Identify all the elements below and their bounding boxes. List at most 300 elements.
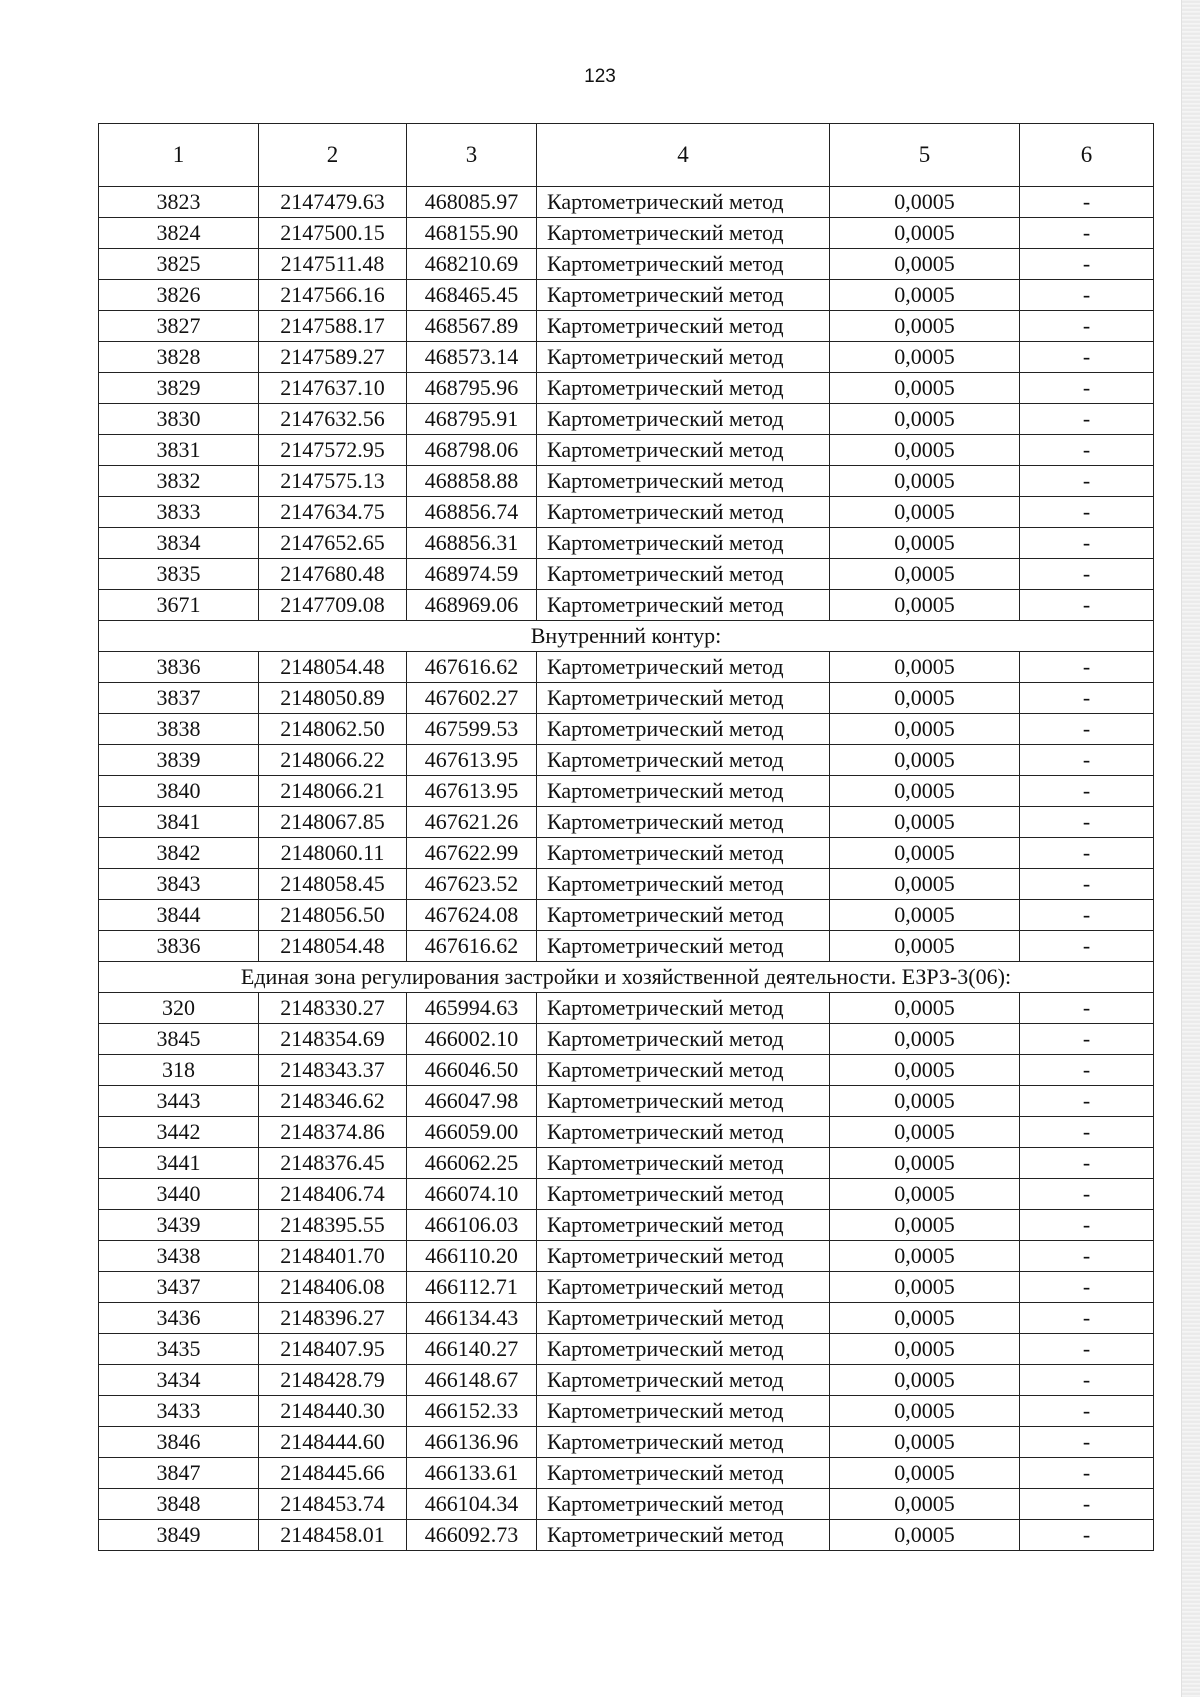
cell-col-3: 466059.00 xyxy=(407,1117,537,1148)
coordinates-table xyxy=(98,123,1154,1551)
cell-col-2: 2148330.27 xyxy=(259,993,407,1024)
cell-col-4: Картометрический метод xyxy=(537,1148,830,1179)
cell-col-1: 3443 xyxy=(99,1086,259,1117)
table-row xyxy=(99,714,1154,745)
table-row xyxy=(99,838,1154,869)
cell-col-6: - xyxy=(1020,1427,1154,1458)
cell-col-4: Картометрический метод xyxy=(537,187,830,218)
cell-col-2: 2148401.70 xyxy=(259,1241,407,1272)
cell-col-1: 3845 xyxy=(99,1024,259,1055)
table-row xyxy=(99,1520,1154,1551)
cell-col-5: 0,0005 xyxy=(830,1334,1020,1365)
table-row xyxy=(99,1241,1154,1272)
cell-col-5: 0,0005 xyxy=(830,373,1020,404)
cell-col-6: - xyxy=(1020,683,1154,714)
cell-col-2: 2147637.10 xyxy=(259,373,407,404)
cell-col-6: - xyxy=(1020,745,1154,776)
cell-col-5: 0,0005 xyxy=(830,1117,1020,1148)
table-row xyxy=(99,1179,1154,1210)
cell-col-6: - xyxy=(1020,1303,1154,1334)
cell-col-3: 466136.96 xyxy=(407,1427,537,1458)
cell-col-6: - xyxy=(1020,497,1154,528)
cell-col-5: 0,0005 xyxy=(830,1241,1020,1272)
cell-col-4: Картометрический метод xyxy=(537,280,830,311)
section-row xyxy=(99,962,1154,993)
cell-col-2: 2147652.65 xyxy=(259,528,407,559)
cell-col-1: 3843 xyxy=(99,869,259,900)
section-title: Внутренний контур: xyxy=(99,621,1154,652)
header-col-3: 3 xyxy=(407,124,537,187)
cell-col-4: Картометрический метод xyxy=(537,900,830,931)
cell-col-1: 3839 xyxy=(99,745,259,776)
cell-col-2: 2148067.85 xyxy=(259,807,407,838)
cell-col-3: 466106.03 xyxy=(407,1210,537,1241)
table-row xyxy=(99,1055,1154,1086)
cell-col-3: 467613.95 xyxy=(407,776,537,807)
cell-col-3: 466047.98 xyxy=(407,1086,537,1117)
cell-col-4: Картометрический метод xyxy=(537,683,830,714)
cell-col-4: Картометрический метод xyxy=(537,1024,830,1055)
cell-col-5: 0,0005 xyxy=(830,311,1020,342)
cell-col-2: 2148060.11 xyxy=(259,838,407,869)
cell-col-6: - xyxy=(1020,1365,1154,1396)
cell-col-2: 2148428.79 xyxy=(259,1365,407,1396)
cell-col-1: 3829 xyxy=(99,373,259,404)
cell-col-2: 2148066.21 xyxy=(259,776,407,807)
cell-col-6: - xyxy=(1020,373,1154,404)
cell-col-4: Картометрический метод xyxy=(537,497,830,528)
cell-col-6: - xyxy=(1020,1086,1154,1117)
section-title: Единая зона регулирования застройки и хозяйственной деятельности. ЕЗРЗ-3(06): xyxy=(99,962,1154,993)
cell-col-5: 0,0005 xyxy=(830,838,1020,869)
cell-col-4: Картометрический метод xyxy=(537,559,830,590)
cell-col-6: - xyxy=(1020,807,1154,838)
table-row xyxy=(99,683,1154,714)
cell-col-1: 3442 xyxy=(99,1117,259,1148)
cell-col-1: 3840 xyxy=(99,776,259,807)
cell-col-1: 3435 xyxy=(99,1334,259,1365)
cell-col-1: 3439 xyxy=(99,1210,259,1241)
cell-col-5: 0,0005 xyxy=(830,807,1020,838)
cell-col-5: 0,0005 xyxy=(830,1210,1020,1241)
cell-col-2: 2147572.95 xyxy=(259,435,407,466)
cell-col-4: Картометрический метод xyxy=(537,1489,830,1520)
cell-col-5: 0,0005 xyxy=(830,714,1020,745)
cell-col-5: 0,0005 xyxy=(830,931,1020,962)
table-row xyxy=(99,776,1154,807)
cell-col-5: 0,0005 xyxy=(830,342,1020,373)
cell-col-2: 2148395.55 xyxy=(259,1210,407,1241)
cell-col-5: 0,0005 xyxy=(830,404,1020,435)
cell-col-2: 2147479.63 xyxy=(259,187,407,218)
table-row xyxy=(99,1086,1154,1117)
cell-col-2: 2147709.08 xyxy=(259,590,407,621)
cell-col-6: - xyxy=(1020,280,1154,311)
cell-col-5: 0,0005 xyxy=(830,1427,1020,1458)
cell-col-1: 3835 xyxy=(99,559,259,590)
cell-col-5: 0,0005 xyxy=(830,652,1020,683)
cell-col-4: Картометрический метод xyxy=(537,404,830,435)
cell-col-1: 3833 xyxy=(99,497,259,528)
cell-col-4: Картометрический метод xyxy=(537,590,830,621)
cell-col-1: 3433 xyxy=(99,1396,259,1427)
header-col-6: 6 xyxy=(1020,124,1154,187)
cell-col-2: 2148054.48 xyxy=(259,652,407,683)
table-row xyxy=(99,869,1154,900)
cell-col-4: Картометрический метод xyxy=(537,714,830,745)
cell-col-5: 0,0005 xyxy=(830,1520,1020,1551)
cell-col-3: 466140.27 xyxy=(407,1334,537,1365)
table-row xyxy=(99,1148,1154,1179)
cell-col-3: 468856.31 xyxy=(407,528,537,559)
table-row xyxy=(99,590,1154,621)
cell-col-5: 0,0005 xyxy=(830,1148,1020,1179)
table-row xyxy=(99,1396,1154,1427)
cell-col-6: - xyxy=(1020,1241,1154,1272)
cell-col-4: Картометрический метод xyxy=(537,1272,830,1303)
cell-col-6: - xyxy=(1020,1489,1154,1520)
cell-col-3: 468795.91 xyxy=(407,404,537,435)
cell-col-2: 2148440.30 xyxy=(259,1396,407,1427)
cell-col-5: 0,0005 xyxy=(830,900,1020,931)
table-row xyxy=(99,1272,1154,1303)
cell-col-5: 0,0005 xyxy=(830,1086,1020,1117)
cell-col-6: - xyxy=(1020,931,1154,962)
cell-col-5: 0,0005 xyxy=(830,187,1020,218)
table-row xyxy=(99,1458,1154,1489)
cell-col-6: - xyxy=(1020,404,1154,435)
cell-col-2: 2148444.60 xyxy=(259,1427,407,1458)
cell-col-4: Картометрический метод xyxy=(537,1365,830,1396)
cell-col-2: 2148445.66 xyxy=(259,1458,407,1489)
cell-col-4: Картометрический метод xyxy=(537,373,830,404)
cell-col-5: 0,0005 xyxy=(830,1489,1020,1520)
cell-col-3: 468969.06 xyxy=(407,590,537,621)
cell-col-6: - xyxy=(1020,1396,1154,1427)
cell-col-2: 2147511.48 xyxy=(259,249,407,280)
cell-col-5: 0,0005 xyxy=(830,1365,1020,1396)
page-number: 123 xyxy=(584,66,616,87)
cell-col-1: 3847 xyxy=(99,1458,259,1489)
cell-col-2: 2147632.56 xyxy=(259,404,407,435)
cell-col-1: 3836 xyxy=(99,652,259,683)
cell-col-4: Картометрический метод xyxy=(537,1241,830,1272)
cell-col-5: 0,0005 xyxy=(830,559,1020,590)
cell-col-3: 467602.27 xyxy=(407,683,537,714)
table-row xyxy=(99,1365,1154,1396)
cell-col-2: 2148406.74 xyxy=(259,1179,407,1210)
cell-col-1: 3441 xyxy=(99,1148,259,1179)
cell-col-3: 466062.25 xyxy=(407,1148,537,1179)
cell-col-4: Картометрический метод xyxy=(537,993,830,1024)
cell-col-2: 2148453.74 xyxy=(259,1489,407,1520)
scan-edge xyxy=(1181,0,1200,1697)
cell-col-1: 3823 xyxy=(99,187,259,218)
cell-col-1: 3827 xyxy=(99,311,259,342)
cell-col-3: 466002.10 xyxy=(407,1024,537,1055)
cell-col-2: 2147500.15 xyxy=(259,218,407,249)
table-row xyxy=(99,311,1154,342)
table-row xyxy=(99,931,1154,962)
cell-col-3: 468974.59 xyxy=(407,559,537,590)
cell-col-2: 2148407.95 xyxy=(259,1334,407,1365)
cell-col-3: 466133.61 xyxy=(407,1458,537,1489)
cell-col-1: 3825 xyxy=(99,249,259,280)
cell-col-4: Картометрический метод xyxy=(537,1179,830,1210)
cell-col-4: Картометрический метод xyxy=(537,1086,830,1117)
cell-col-4: Картометрический метод xyxy=(537,1210,830,1241)
table-row xyxy=(99,1427,1154,1458)
cell-col-4: Картометрический метод xyxy=(537,218,830,249)
cell-col-4: Картометрический метод xyxy=(537,466,830,497)
cell-col-5: 0,0005 xyxy=(830,280,1020,311)
cell-col-6: - xyxy=(1020,838,1154,869)
table-row xyxy=(99,1334,1154,1365)
table-row xyxy=(99,1303,1154,1334)
cell-col-4: Картометрический метод xyxy=(537,249,830,280)
cell-col-2: 2148346.62 xyxy=(259,1086,407,1117)
cell-col-6: - xyxy=(1020,1117,1154,1148)
cell-col-1: 3437 xyxy=(99,1272,259,1303)
cell-col-5: 0,0005 xyxy=(830,683,1020,714)
cell-col-4: Картометрический метод xyxy=(537,1117,830,1148)
cell-col-4: Картометрический метод xyxy=(537,528,830,559)
cell-col-6: - xyxy=(1020,590,1154,621)
cell-col-4: Картометрический метод xyxy=(537,869,830,900)
cell-col-3: 466074.10 xyxy=(407,1179,537,1210)
table-row xyxy=(99,807,1154,838)
cell-col-1: 3830 xyxy=(99,404,259,435)
cell-col-1: 3436 xyxy=(99,1303,259,1334)
cell-col-1: 3440 xyxy=(99,1179,259,1210)
cell-col-4: Картометрический метод xyxy=(537,435,830,466)
cell-col-1: 3438 xyxy=(99,1241,259,1272)
cell-col-2: 2147566.16 xyxy=(259,280,407,311)
cell-col-5: 0,0005 xyxy=(830,1272,1020,1303)
cell-col-2: 2148406.08 xyxy=(259,1272,407,1303)
cell-col-2: 2148062.50 xyxy=(259,714,407,745)
cell-col-4: Картометрический метод xyxy=(537,311,830,342)
cell-col-6: - xyxy=(1020,466,1154,497)
cell-col-3: 468856.74 xyxy=(407,497,537,528)
cell-col-1: 3824 xyxy=(99,218,259,249)
cell-col-2: 2148376.45 xyxy=(259,1148,407,1179)
cell-col-3: 467613.95 xyxy=(407,745,537,776)
header-col-2: 2 xyxy=(259,124,407,187)
cell-col-3: 466046.50 xyxy=(407,1055,537,1086)
cell-col-2: 2147680.48 xyxy=(259,559,407,590)
cell-col-1: 3846 xyxy=(99,1427,259,1458)
cell-col-1: 3848 xyxy=(99,1489,259,1520)
cell-col-3: 466110.20 xyxy=(407,1241,537,1272)
table-row xyxy=(99,280,1154,311)
cell-col-1: 3849 xyxy=(99,1520,259,1551)
cell-col-2: 2147575.13 xyxy=(259,466,407,497)
cell-col-6: - xyxy=(1020,869,1154,900)
cell-col-2: 2148396.27 xyxy=(259,1303,407,1334)
cell-col-2: 2147588.17 xyxy=(259,311,407,342)
cell-col-3: 467621.26 xyxy=(407,807,537,838)
cell-col-3: 466104.34 xyxy=(407,1489,537,1520)
cell-col-5: 0,0005 xyxy=(830,435,1020,466)
cell-col-3: 467599.53 xyxy=(407,714,537,745)
cell-col-2: 2148354.69 xyxy=(259,1024,407,1055)
table-body xyxy=(99,187,1154,1551)
cell-col-2: 2148066.22 xyxy=(259,745,407,776)
cell-col-1: 3841 xyxy=(99,807,259,838)
cell-col-4: Картометрический метод xyxy=(537,1427,830,1458)
cell-col-1: 320 xyxy=(99,993,259,1024)
cell-col-3: 468798.06 xyxy=(407,435,537,466)
cell-col-6: - xyxy=(1020,249,1154,280)
table-row xyxy=(99,528,1154,559)
cell-col-6: - xyxy=(1020,1334,1154,1365)
cell-col-3: 468155.90 xyxy=(407,218,537,249)
cell-col-1: 3836 xyxy=(99,931,259,962)
cell-col-2: 2148458.01 xyxy=(259,1520,407,1551)
cell-col-4: Картометрический метод xyxy=(537,838,830,869)
cell-col-3: 467622.99 xyxy=(407,838,537,869)
cell-col-6: - xyxy=(1020,1055,1154,1086)
cell-col-2: 2148374.86 xyxy=(259,1117,407,1148)
cell-col-5: 0,0005 xyxy=(830,993,1020,1024)
cell-col-6: - xyxy=(1020,342,1154,373)
cell-col-3: 468573.14 xyxy=(407,342,537,373)
cell-col-6: - xyxy=(1020,714,1154,745)
cell-col-4: Картометрический метод xyxy=(537,652,830,683)
cell-col-6: - xyxy=(1020,1210,1154,1241)
cell-col-6: - xyxy=(1020,652,1154,683)
cell-col-1: 3826 xyxy=(99,280,259,311)
cell-col-5: 0,0005 xyxy=(830,590,1020,621)
cell-col-6: - xyxy=(1020,1179,1154,1210)
cell-col-3: 466092.73 xyxy=(407,1520,537,1551)
cell-col-2: 2148050.89 xyxy=(259,683,407,714)
cell-col-3: 467616.62 xyxy=(407,652,537,683)
cell-col-3: 468567.89 xyxy=(407,311,537,342)
table-row xyxy=(99,900,1154,931)
cell-col-1: 318 xyxy=(99,1055,259,1086)
cell-col-6: - xyxy=(1020,528,1154,559)
table-row xyxy=(99,373,1154,404)
table-row xyxy=(99,187,1154,218)
cell-col-5: 0,0005 xyxy=(830,466,1020,497)
cell-col-1: 3832 xyxy=(99,466,259,497)
cell-col-6: - xyxy=(1020,1024,1154,1055)
cell-col-5: 0,0005 xyxy=(830,497,1020,528)
cell-col-3: 466152.33 xyxy=(407,1396,537,1427)
cell-col-1: 3834 xyxy=(99,528,259,559)
table-row xyxy=(99,1489,1154,1520)
cell-col-6: - xyxy=(1020,993,1154,1024)
cell-col-1: 3837 xyxy=(99,683,259,714)
cell-col-1: 3842 xyxy=(99,838,259,869)
cell-col-1: 3828 xyxy=(99,342,259,373)
cell-col-5: 0,0005 xyxy=(830,1179,1020,1210)
cell-col-2: 2148343.37 xyxy=(259,1055,407,1086)
cell-col-1: 3671 xyxy=(99,590,259,621)
cell-col-4: Картометрический метод xyxy=(537,1520,830,1551)
cell-col-3: 467623.52 xyxy=(407,869,537,900)
cell-col-4: Картометрический метод xyxy=(537,1458,830,1489)
cell-col-3: 468465.45 xyxy=(407,280,537,311)
cell-col-3: 467624.08 xyxy=(407,900,537,931)
table-row xyxy=(99,745,1154,776)
table-row xyxy=(99,218,1154,249)
cell-col-1: 3831 xyxy=(99,435,259,466)
cell-col-1: 3844 xyxy=(99,900,259,931)
cell-col-5: 0,0005 xyxy=(830,1024,1020,1055)
cell-col-3: 468210.69 xyxy=(407,249,537,280)
cell-col-5: 0,0005 xyxy=(830,1396,1020,1427)
cell-col-5: 0,0005 xyxy=(830,1458,1020,1489)
cell-col-4: Картометрический метод xyxy=(537,807,830,838)
cell-col-6: - xyxy=(1020,1272,1154,1303)
cell-col-6: - xyxy=(1020,311,1154,342)
cell-col-5: 0,0005 xyxy=(830,745,1020,776)
cell-col-2: 2148054.48 xyxy=(259,931,407,962)
cell-col-5: 0,0005 xyxy=(830,776,1020,807)
cell-col-4: Картометрический метод xyxy=(537,745,830,776)
cell-col-6: - xyxy=(1020,1520,1154,1551)
cell-col-2: 2148056.50 xyxy=(259,900,407,931)
cell-col-3: 468795.96 xyxy=(407,373,537,404)
cell-col-6: - xyxy=(1020,900,1154,931)
cell-col-4: Картометрический метод xyxy=(537,776,830,807)
cell-col-1: 3838 xyxy=(99,714,259,745)
cell-col-4: Картометрический метод xyxy=(537,931,830,962)
cell-col-6: - xyxy=(1020,776,1154,807)
cell-col-2: 2147589.27 xyxy=(259,342,407,373)
table-row xyxy=(99,497,1154,528)
header-col-5: 5 xyxy=(830,124,1020,187)
cell-col-5: 0,0005 xyxy=(830,869,1020,900)
cell-col-5: 0,0005 xyxy=(830,528,1020,559)
cell-col-5: 0,0005 xyxy=(830,218,1020,249)
cell-col-4: Картометрический метод xyxy=(537,1334,830,1365)
cell-col-3: 466134.43 xyxy=(407,1303,537,1334)
cell-col-4: Картометрический метод xyxy=(537,1396,830,1427)
cell-col-3: 468858.88 xyxy=(407,466,537,497)
table-row xyxy=(99,404,1154,435)
table-row xyxy=(99,435,1154,466)
cell-col-6: - xyxy=(1020,187,1154,218)
cell-col-5: 0,0005 xyxy=(830,249,1020,280)
cell-col-6: - xyxy=(1020,218,1154,249)
cell-col-6: - xyxy=(1020,1458,1154,1489)
cell-col-3: 466148.67 xyxy=(407,1365,537,1396)
header-col-4: 4 xyxy=(537,124,830,187)
table-header-row xyxy=(99,124,1154,187)
table-row xyxy=(99,993,1154,1024)
cell-col-5: 0,0005 xyxy=(830,1055,1020,1086)
cell-col-1: 3434 xyxy=(99,1365,259,1396)
table-row xyxy=(99,466,1154,497)
table-row xyxy=(99,652,1154,683)
cell-col-4: Картометрический метод xyxy=(537,1055,830,1086)
header-col-1: 1 xyxy=(99,124,259,187)
cell-col-6: - xyxy=(1020,1148,1154,1179)
cell-col-3: 466112.71 xyxy=(407,1272,537,1303)
cell-col-3: 468085.97 xyxy=(407,187,537,218)
cell-col-2: 2148058.45 xyxy=(259,869,407,900)
cell-col-6: - xyxy=(1020,559,1154,590)
table-row xyxy=(99,1117,1154,1148)
table-row xyxy=(99,1024,1154,1055)
table-row xyxy=(99,1210,1154,1241)
table-row xyxy=(99,342,1154,373)
cell-col-4: Картометрический метод xyxy=(537,342,830,373)
